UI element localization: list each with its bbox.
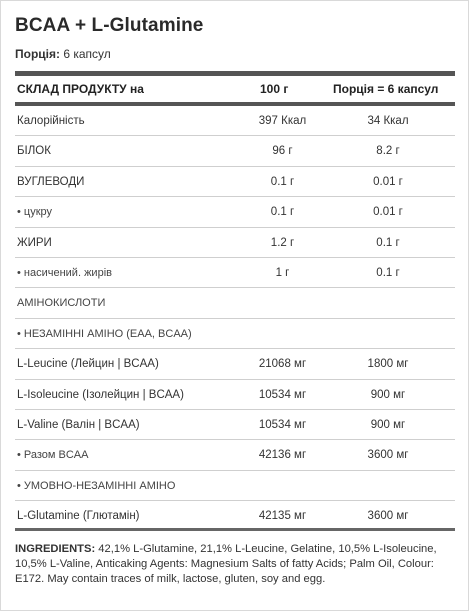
- table-row: [15, 228, 455, 258]
- row-value-portion: 3600 мг: [367, 510, 409, 523]
- serving-label: Порція:: [15, 47, 60, 61]
- nutrition-table-body: [15, 106, 455, 531]
- row-value-portion: 900 мг: [370, 418, 406, 431]
- row-value-100g: 10534 мг: [258, 418, 307, 431]
- table-row: [15, 380, 455, 410]
- row-value-100g: 0.1 г: [270, 206, 295, 219]
- row-value-100g: 0.1 г: [270, 175, 295, 188]
- row-value-portion: 0.01 г: [373, 175, 403, 188]
- row-value-100g: 10534 мг: [258, 388, 307, 401]
- serving-value: 6 капсул: [63, 47, 111, 61]
- ingredients-label: INGREDIENTS:: [15, 543, 96, 555]
- row-name: • УМОВНО-НЕЗАМІННІ АМІНО: [17, 479, 176, 492]
- serving-size: [15, 47, 111, 61]
- row-value-100g: 96 г: [272, 145, 293, 158]
- row-value-portion: 3600 мг: [367, 449, 409, 462]
- row-name: • Разом BCAA: [17, 449, 89, 462]
- row-name: • насичений. жирів: [17, 266, 112, 279]
- table-row: [15, 167, 455, 197]
- row-value-portion: 8.2 г: [376, 145, 400, 158]
- row-value-100g: 1 г: [275, 266, 290, 279]
- table-row: [15, 501, 455, 531]
- table-row: [15, 197, 455, 227]
- row-name: L-Valine (Валін | BCAA): [17, 418, 140, 431]
- header-composition: СКЛАД ПРОДУКТУ на: [17, 82, 144, 96]
- ingredients-text: [15, 542, 455, 587]
- row-value-100g: 42135 мг: [258, 510, 307, 523]
- row-value-portion: 0.1 г: [376, 236, 400, 249]
- row-name: L-Leucine (Лейцин | BCAA): [17, 358, 159, 371]
- table-row: [15, 410, 455, 440]
- row-value-100g: 21068 мг: [258, 358, 307, 371]
- row-name: ЖИРИ: [17, 236, 52, 249]
- ingredients-list: 42,1% L-Glutamine, 21,1% L-Leucine, Gelatine, 10,5% L-Isoleucine, 10,5% L-Valine, Anticaking Agents: Magnesium Salts of fatty Acids; Palm Oil, Colour: E172. May contain traces of milk, lactose, gluten, soy and egg.: [15, 543, 437, 585]
- table-row: [15, 136, 455, 166]
- table-row: [15, 106, 455, 136]
- table-row: [15, 471, 455, 501]
- table-row: [15, 440, 455, 470]
- row-value-portion: 1800 мг: [367, 358, 409, 371]
- row-value-100g: 1.2 г: [270, 236, 295, 249]
- table-row: [15, 288, 455, 318]
- row-name: ВУГЛЕВОДИ: [17, 175, 85, 188]
- row-value-100g: 397 Ккал: [258, 115, 307, 127]
- row-name: • НЕЗАМІННІ АМІНО (ЕАА, BCAA): [17, 327, 192, 340]
- row-name: • цукру: [17, 206, 53, 219]
- row-value-100g: 42136 мг: [258, 449, 307, 462]
- row-name: L-Isoleucine (Ізолейцин | BCAA): [17, 388, 184, 401]
- row-value-portion: 0.01 г: [373, 206, 403, 219]
- table-row: [15, 349, 455, 379]
- row-name: БІЛОК: [17, 145, 51, 158]
- table-row: [15, 319, 455, 349]
- row-value-portion: 0.1 г: [376, 266, 400, 279]
- row-name: Калорійність: [17, 115, 85, 127]
- row-value-portion: 34 Ккал: [367, 115, 409, 127]
- product-title: BCAA + L-Glutamine: [15, 15, 204, 36]
- row-name: АМІНОКИСЛОТИ: [17, 297, 106, 310]
- row-name: L-Glutamine (Глютамін): [17, 510, 140, 523]
- table-header: [15, 76, 455, 102]
- table-row: [15, 258, 455, 288]
- header-per-100g: 100 г: [260, 82, 289, 96]
- row-value-portion: 900 мг: [370, 388, 406, 401]
- header-per-portion: Порція = 6 капсул: [333, 82, 439, 96]
